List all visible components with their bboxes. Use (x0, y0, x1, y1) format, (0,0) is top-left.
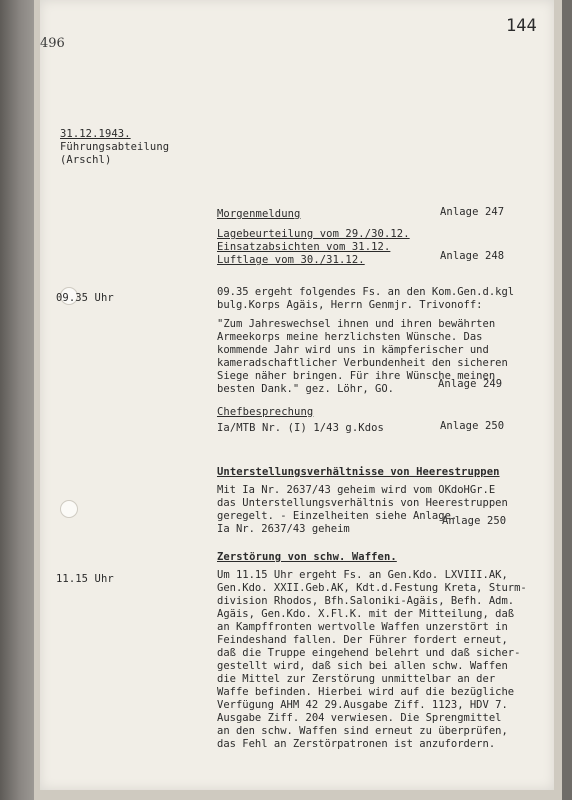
text-line: Gen.Kdo. XXII.Geb.AK, Kdt.d.Festung Kreta, Sturm- (217, 582, 527, 594)
anlage-250-chef: Anlage 250 (440, 420, 505, 432)
entry-title-unterstellung: Unterstellungsverhältnisse von Heerestruppen (217, 466, 500, 478)
punch-hole-bottom (60, 500, 78, 518)
text-line: an Kampffronten wertvolle Waffen unzerstört in (217, 621, 508, 633)
text-line: das Fehl an Zerstörpatronen ist anzufordern. (217, 738, 496, 750)
entry-title-line: Lagebeurteilung vom 29./30.12. (217, 228, 410, 240)
text-line: daß die Truppe eingehend belehrt und daß sicher- (217, 647, 521, 659)
text-line: Feindeshand fallen. Der Führer fordert erneut, (217, 634, 508, 646)
anlage-248: Anlage 248 (440, 250, 505, 262)
anlage-249: Anlage 249 (438, 378, 503, 390)
text-line: Ausgabe Ziff. 204 verwiesen. Die Sprengmittel (217, 712, 502, 724)
text-line: Agäis, Gen.Kdo. X.Fl.K. mit der Mitteilung, daß (217, 608, 515, 620)
text-line: "Zum Jahreswechsel ihnen und ihren bewährten (217, 318, 496, 330)
entry-zerstoerung-body (217, 569, 527, 751)
text-line: Armeekorps meine herzlichsten Wünsche. Das (217, 331, 483, 343)
header-date: 31.12.1943. (60, 128, 131, 140)
text-line: Verfügung AHM 42 29.Ausgabe Ziff. 1123, HDV 7. (217, 699, 508, 711)
entry-unterstellung-body (217, 484, 508, 536)
text-line: gestellt wird, daß sich bei allen schw. Waffen (217, 660, 508, 672)
entry-time-1115: 11.15 Uhr (56, 573, 114, 585)
header-unit: (Arschl) (60, 154, 112, 166)
text-line: besten Dank." gez. Löhr, GO. (217, 383, 395, 395)
text-line: die Mittel zur Zerstörung unmittelbar an der (217, 673, 496, 685)
anlage-247: Anlage 247 (440, 206, 505, 218)
header-department: Führungsabteilung (60, 141, 170, 153)
entry-title-line: Luftlage vom 30./31.12. (217, 254, 365, 266)
text-line: 09.35 ergeht folgendes Fs. an den Kom.Gen.d.kgl (217, 286, 515, 298)
text-line: an den schw. Waffen sind erneut zu überprüfen, (217, 725, 508, 737)
entry-title-line: Einsatzabsichten vom 31.12. (217, 241, 391, 253)
text-line: bulg.Korps Agäis, Herrn Genmjr. Trivonoff: (217, 299, 483, 311)
entry-telegram-trivonoff (217, 286, 514, 312)
text-line: Waffe befinden. Hierbei wird auf die bezügliche (217, 686, 515, 698)
anlage-250-unterstellung: Anlage 250 (442, 515, 507, 527)
entry-title-morgenmeldung: Morgenmeldung (217, 208, 301, 220)
chefbesprechung-reference: Ia/MTB Nr. (I) 1/43 g.Kdos (217, 422, 384, 434)
text-line: geregelt. - Einzelheiten siehe Anlage. (217, 510, 458, 522)
text-line: Siege näher bringen. Für ihre Wünsche meinen (217, 370, 496, 382)
entry-lagebeurteilung (217, 228, 410, 267)
document-header (60, 128, 169, 167)
text-line: kameradschaftlicher Verbundenheit den sicheren (217, 357, 508, 369)
text-line: das Unterstellungsverhältnis von Heerestruppen (217, 497, 508, 509)
entry-title-zerstoerung: Zerstörung von schw. Waffen. (217, 551, 397, 563)
entry-time-0935: 09.35 Uhr (56, 292, 114, 304)
text-line: Mit Ia Nr. 2637/43 geheim wird vom OKdoHGr.E (217, 484, 496, 496)
text-line: Ia Nr. 2637/43 geheim (217, 523, 350, 535)
text-line: kommende Jahr wird uns in kämpferischer und (217, 344, 489, 356)
text-line: Um 11.15 Uhr ergeht Fs. an Gen.Kdo. LXVIII.AK, (217, 569, 508, 581)
entry-title-chefbesprechung: Chefbesprechung (217, 406, 314, 418)
document-page (40, 0, 554, 790)
archive-number: 496 (40, 36, 65, 51)
folio-number: 144 (506, 16, 537, 36)
text-line: division Rhodos, Bfh.Saloniki-Agäis, Befh. Adm. (217, 595, 515, 607)
